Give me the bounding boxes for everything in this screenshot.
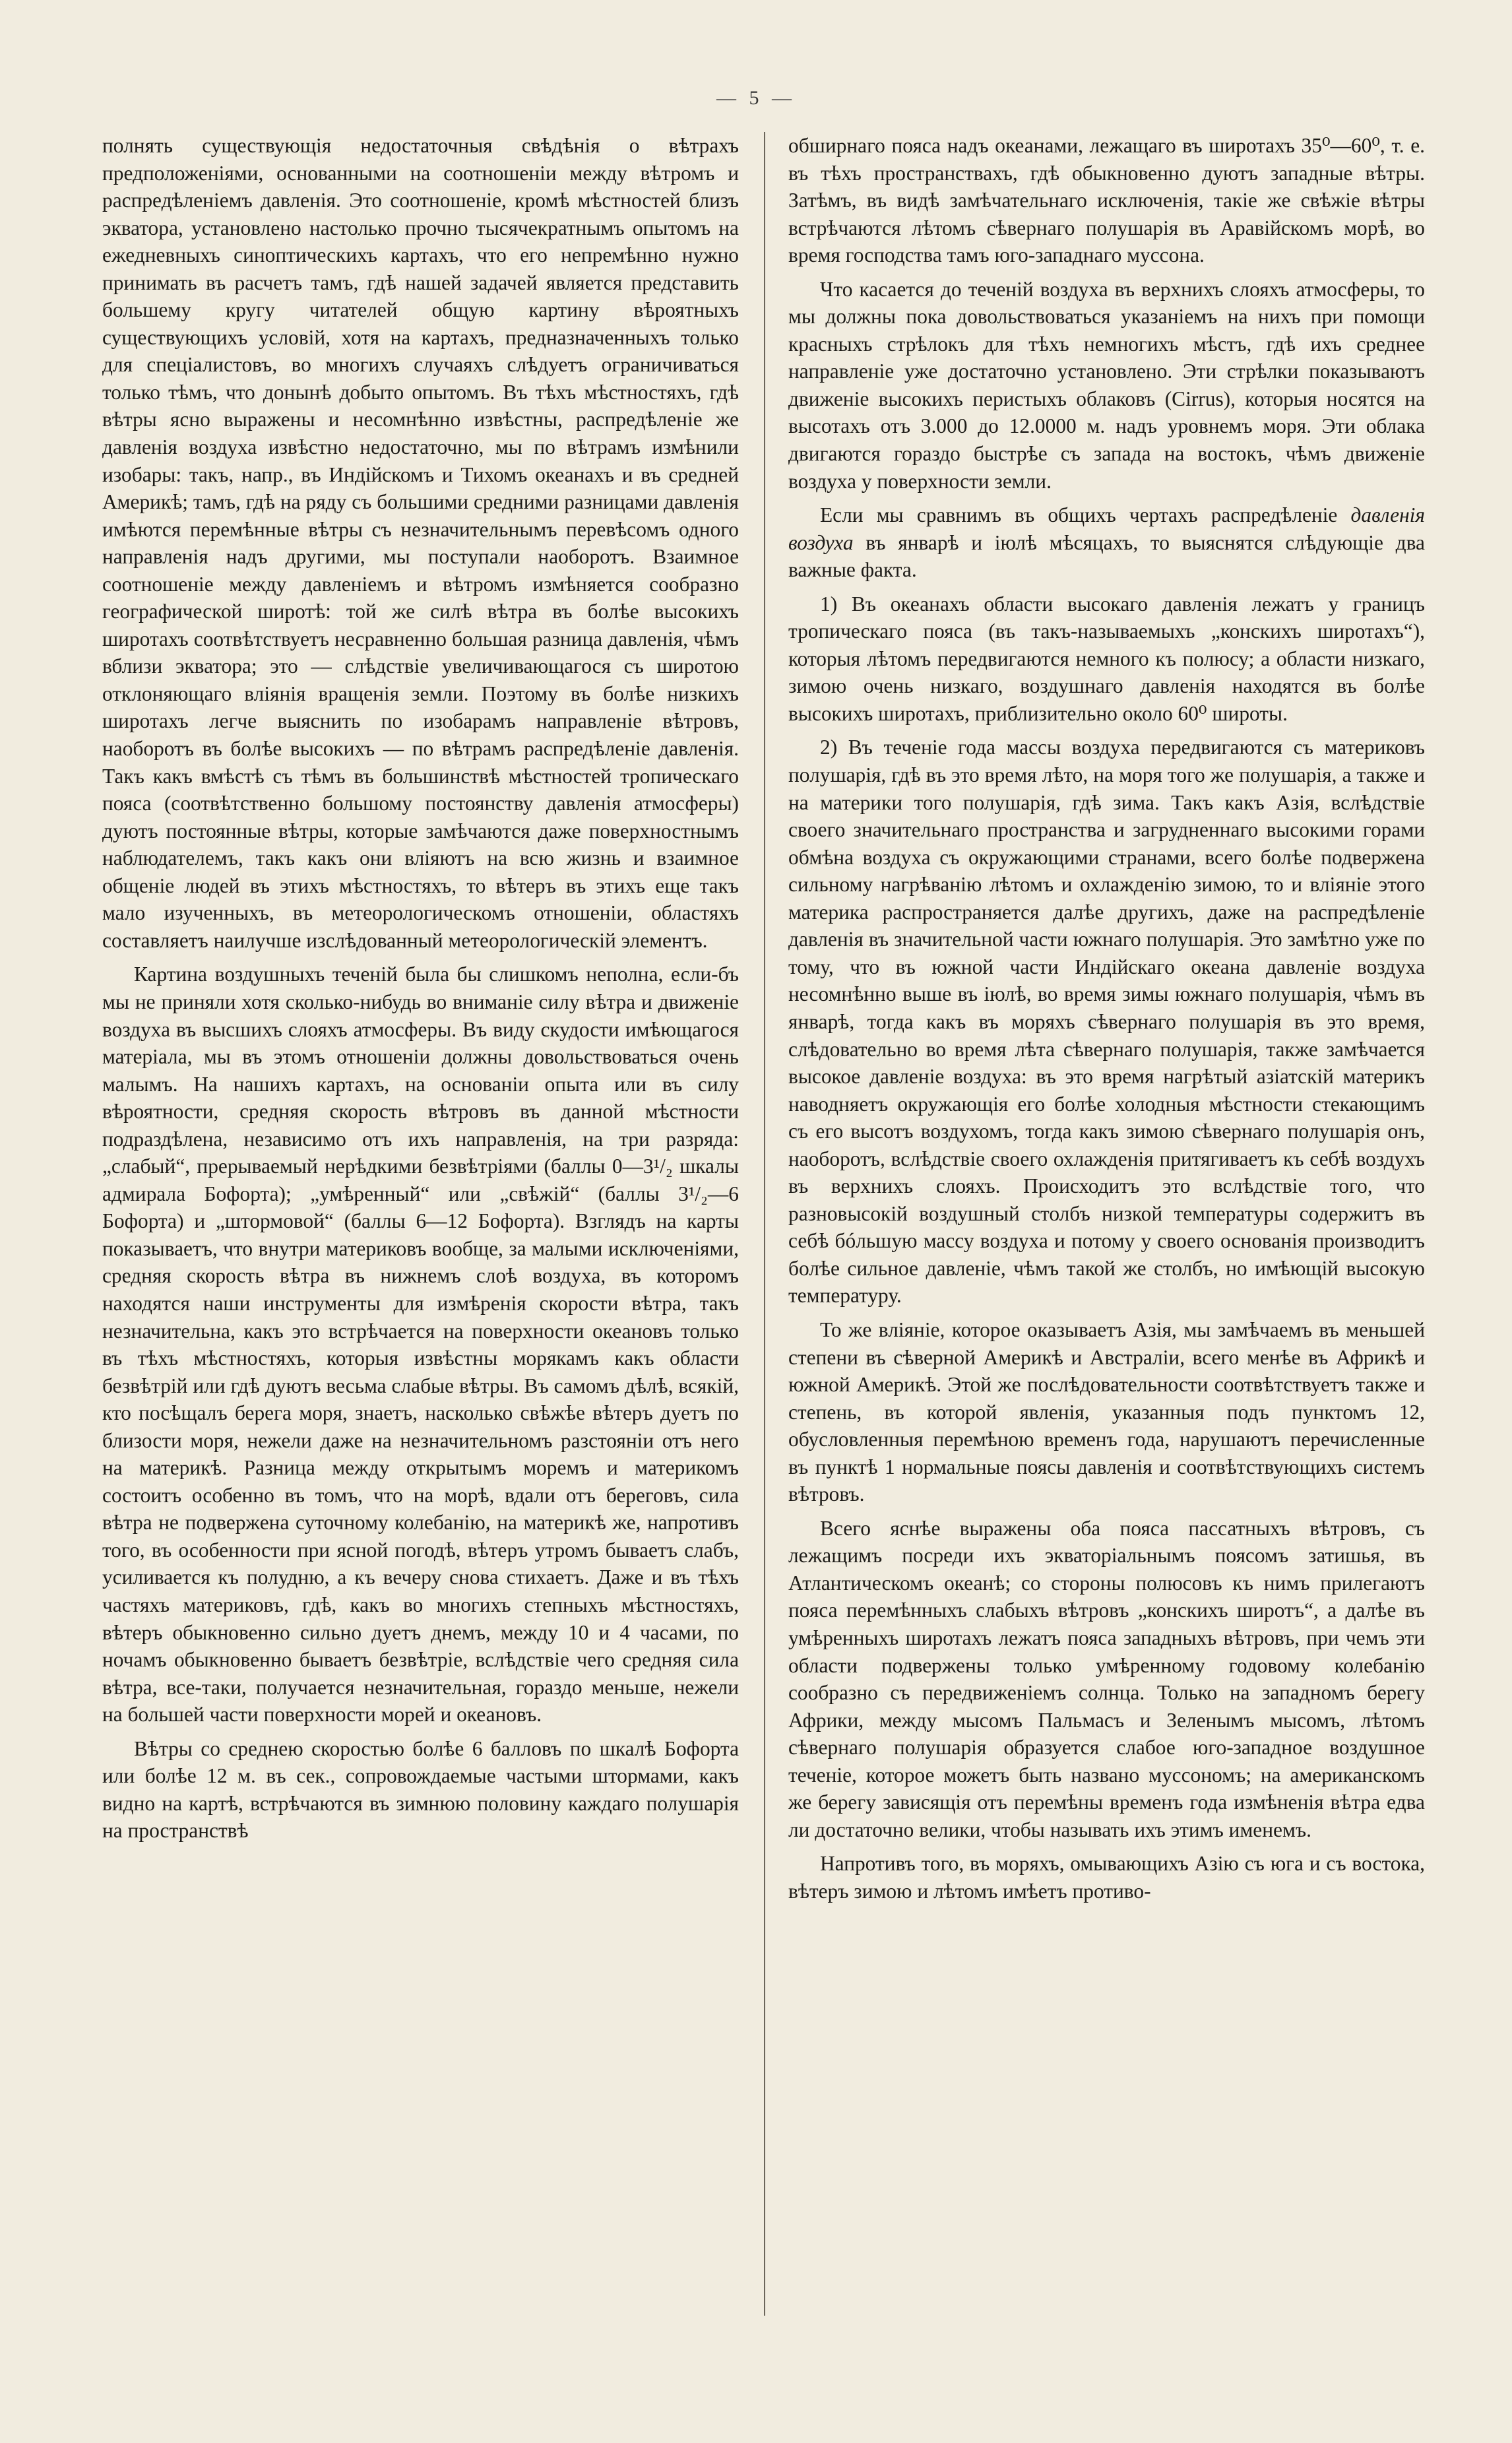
right-paragraph-6: То же вліяніе, которое оказываетъ Азія, мы замѣчаемъ въ меньшей степени въ сѣверной Америкѣ и Австраліи, всего менѣе въ Африкѣ и южной Америкѣ. Этой же послѣдовательности соотвѣтствуетъ также и степень, въ которой явленія, указанныя подъ пунктомъ 12, обусловленныя перемѣною временъ года, нарушаютъ перечисленные въ пунктѣ 1 нормальные поясы давленія и соотвѣтствующихъ системъ вѣтровъ. <box>788 1317 1425 1506</box>
left-paragraph-2: Картина воздушныхъ теченій была бы слишкомъ неполна, если-бъ мы не приняли хотя сколько-нибудь во вниманіе силу вѣтра и движеніе воздуха въ высшихъ слояхъ атмосферы. Въ виду скудости имѣющагося матеріала, мы въ этомъ отношеніи должны довольствоваться очень малымъ. На нашихъ картахъ, на основаніи опыта или въ силу вѣроятности, средняя скорость вѣтровъ въ данной мѣстности подраздѣлена, независимо отъ ихъ направленія, на три разряда: „слабый“, прерываемый нерѣдкими безвѣтріями (баллы 0—3¹/₂ шкалы адмирала Бофорта); „умѣренный“ или „свѣжій“ (баллы 3¹/₂—6 Бофорта) и „штормовой“ (баллы 6—12 Бофорта). Взглядъ на карты показываетъ, что внутри материковъ вообще, за малыми исключеніями, средняя скорость вѣтра въ нижнемъ слоѣ воздуха, въ которомъ находятся наши инструменты для измѣренія скорости вѣтра, такъ незначительна, какъ это встрѣчается на поверхности океановъ только въ тѣхъ мѣстностяхъ, которыя извѣстны морякамъ какъ области безвѣтрій или гдѣ дуютъ весьма слабые вѣтры. Въ самомъ дѣлѣ, всякій, кто посѣщалъ берега моря, знаетъ, насколько свѣжѣе вѣтеръ дуетъ по близости моря, нежели даже на незначительномъ разстояніи отъ него на материкѣ. Разница между открытымъ моремъ и материкомъ состоитъ особенно въ томъ, что на морѣ, вдали отъ береговъ, сила вѣтра не подвержена суточному колебанію, на материкѣ же, напротивъ того, въ особенности при ясной погодѣ, вѣтеръ утромъ бываетъ слабъ, усиливается къ полудню, а къ вечеру снова стихаетъ. Даже и въ тѣхъ частяхъ материковъ, гдѣ, какъ во многихъ степныхъ мѣстностяхъ, вѣтеръ обыкновенно сильно дуетъ днемъ, между 10 и 4 часами, по ночамъ обыкновенно бываетъ безвѣтріе, вслѣдствіе чего средняя сила вѣтра, все-таки, получается незначительная, гораздо меньше, нежели на большей части поверхности морей и океановъ. <box>102 963 739 1727</box>
page-number: — 5 — <box>716 87 796 109</box>
pressure-emphasis: давленія воздуха <box>788 503 1425 554</box>
column-divider <box>764 132 765 2316</box>
left-column <box>102 132 739 1845</box>
right-paragraph-2: Что касается до теченій воздуха въ верхнихъ слояхъ атмосферы, то мы должны пока довольствоваться указаніемъ на нихъ при помощи красныхъ стрѣлокъ для тѣхъ немногихъ мѣстъ, гдѣ ихъ среднее направленіе уже достаточно установлено. Эти стрѣлки показываютъ движеніе высокихъ перистыхъ облаковъ (Cirrus), которыя носятся на высотахъ отъ 3.000 до 12.0000 м. надъ уровнемъ моря. Эти облака двигаются гораздо быстрѣе съ запада на востокъ, чѣмъ движеніе воздуха у поверхности земли. <box>788 277 1425 493</box>
right-paragraph-7: Всего яснѣе выражены оба пояса пассатныхъ вѣтровъ, съ лежащимъ посреди ихъ экваторіальнымъ поясомъ затишья, въ Атлантическомъ океанѣ; со стороны полюсовъ къ нимъ прилегаютъ пояса перемѣнныхъ слабыхъ вѣтровъ „конскихъ широтъ“, а далѣе въ умѣренныхъ широтахъ лежатъ пояса западныхъ вѣтровъ, при чемъ эти области подвержены только умѣренному годовому колебанію сообразно съ передвиженіемъ солнца. Только на западномъ берегу Африки, между мысомъ Пальмасъ и Зеленымъ мысомъ, лѣтомъ сѣвернаго полушарія образуется слабое юго-западное воздушное теченіе, которое можетъ быть названо муссономъ; на американскомъ же берегу зависящія отъ перемѣны временъ года измѣненія вѣтра едва ли достаточно велики, чтобы называть ихъ этимъ именемъ. <box>788 1516 1425 1841</box>
left-paragraph-1: полнять существующія недостаточныя свѣдѣнія о вѣтрахъ предположеніями, основанными на соотношеніи между вѣтромъ и распредѣленіемъ давленія. Это соотношеніе, кромѣ мѣстностей близъ экватора, установлено настолько прочно тысячекратнымъ опытомъ на ежедневныхъ синоптическихъ картахъ, что его непремѣнно нужно принимать въ расчетъ тамъ, гдѣ нашей задачей является представить большему кругу читателей общую картину вѣроятныхъ существующихъ условій, хотя на картахъ, предназначенныхъ только для спеціалистовъ, во многихъ случаяхъ слѣдуетъ ограничиваться только тѣмъ, что донынѣ добыто опытомъ. Въ тѣхъ мѣстностяхъ, гдѣ вѣтры ясно выражены и несомнѣнно извѣстны, распредѣленіе же давленія воздуха извѣстно недостаточно, мы по вѣтрамъ измѣнили изобары: такъ, напр., въ Индійскомъ и Тихомъ океанахъ и въ средней Америкѣ; тамъ, гдѣ на ряду съ большими средними разницами давленія имѣются перемѣнные вѣтры съ незначительнымъ перевѣсомъ одного направленія надъ другими, мы поступали наоборотъ. Взаимное соотношеніе между давленіемъ и вѣтромъ измѣняется сообразно географической широтѣ: той же силѣ вѣтра въ болѣе высокихъ широтахъ соотвѣтствуетъ несравненно большая разница давленія, чѣмъ вблизи экватора; это — слѣдствіе увеличивающагося съ широтою отклоняющаго вліянія вращенія земли. Поэтому въ болѣе низкихъ широтахъ легче выяснить по изобарамъ направленіе вѣтровъ, наоборотъ въ болѣе высокихъ — по вѣтрамъ распредѣленіе давленія. Такъ какъ вмѣстѣ съ тѣмъ въ большинствѣ мѣстностей тропическаго пояса (соотвѣтственно большому постоянству давленія атмосферы) дуютъ постоянные вѣтры, которые замѣчаются даже поверхностнымъ наблюдателемъ, такъ какъ они вліяютъ на всю жизнь и взаимное общеніе людей въ этихъ мѣстностяхъ, то вѣтеръ въ этихъ еще такъ мало изученныхъ, въ метеорологическомъ отношеніи, областяхъ составляетъ наилучше изслѣдованный метеорологическій элементъ. <box>102 134 739 952</box>
right-paragraph-5: 2) Въ теченіе года массы воздуха передвигаются съ материковъ полушарія, гдѣ въ это время лѣто, на моря того же полушарія, а также и на материки того полушарія, гдѣ зима. Такъ какъ Азія, вслѣдствіе своего значительнаго пространства и загрудненнаго высокими горами обмѣна воздуха съ окружающими странами, всего болѣе подвержена сильному нагрѣванію лѣтомъ и охлажденію зимою, то и вліяніе этого материка распространяется далѣе другихъ, даже на распредѣленіе давленія въ значительной части южнаго полушарія. Это замѣтно уже по тому, что въ южной части Индійскаго океана давленіе воздуха несомнѣнно выше въ іюлѣ, во время зимы южнаго полушарія, чѣмъ въ январѣ, тогда какъ въ моряхъ сѣвернаго полушарія въ это время, слѣдовательно во время лѣта сѣвернаго полушарія, также замѣчается высокое давленіе воздуха: въ это время нагрѣтый азіатскій материкъ наводняетъ окружающія его болѣе холодныя мѣстности стекающимъ съ его высотъ воздухомъ, тогда какъ зимою сѣвернаго полушарія онъ, наоборотъ, вслѣдствіе своего охлажденія притягиваетъ къ себѣ воздухъ въ верхнихъ слояхъ. Происходитъ это вслѣдствіе того, что разновысокій воздушный столбъ низкой температуры содержитъ въ себѣ бóльшую массу воздуха и потому у своего основанія производитъ болѣе сильное давленіе, чѣмъ такой же столбъ, но имѣющій высокую температуру. <box>788 736 1425 1308</box>
right-paragraph-1: обширнаго пояса надъ океанами, лежащаго въ широтахъ 35⁰—60⁰, т. е. въ тѣхъ пространствахъ, гдѣ обыкновенно дуютъ западные вѣтры. Затѣмъ, въ видѣ замѣчательнаго исключенія, такіе же свѣжіе вѣтры встрѣчаются лѣтомъ сѣвернаго полушарія въ Аравійскомъ морѣ, во время господства тамъ юго-западнаго муссона. <box>788 134 1425 267</box>
right-paragraph-4: 1) Въ океанахъ области высокаго давленія лежатъ у границъ тропическаго пояса (въ такъ-называемыхъ „конскихъ широтахъ“), которыя лѣтомъ передвигаются немного къ полюсу; а области низкаго, зимою очень низкаго, воздушнаго давленія находятся въ болѣе высокихъ широтахъ, приблизительно около 60⁰ широты. <box>788 592 1425 725</box>
right-paragraph-3 <box>788 501 1425 584</box>
right-paragraph-3-end: въ январѣ и іюлѣ мѣсяцахъ, то выяснятся слѣдующіе два важные факта. <box>788 530 1425 582</box>
right-paragraph-8: Напротивъ того, въ моряхъ, омывающихъ Азію съ юга и съ востока, вѣтеръ зимою и лѣтомъ имѣетъ противо- <box>788 1852 1425 1903</box>
right-paragraph-3-start: Если мы сравнимъ въ общихъ чертахъ распредѣленіе <box>820 503 1351 527</box>
right-column <box>788 132 1425 1905</box>
left-paragraph-3: Вѣтры со среднею скоростью болѣе 6 балловъ по шкалѣ Бофорта или болѣе 12 м. въ сек., сопровождаемые частыми штормами, какъ видно на картѣ, встрѣчаются въ зимнюю половину каждаго полушарія на пространствѣ <box>102 1736 739 1843</box>
